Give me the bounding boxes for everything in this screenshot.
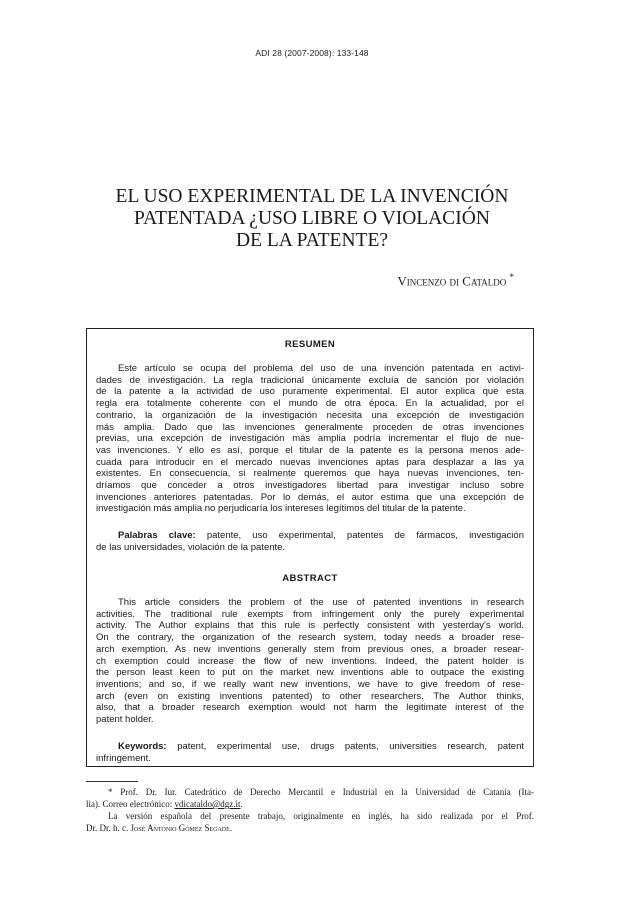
resumen-paragraph <box>96 363 524 515</box>
palabras-clave-label: Palabras clave: <box>118 530 196 541</box>
footnote-1-email-prefix: lia). Correo electrónico: <box>86 799 175 809</box>
abstract-line: inventions; and so, if we really want new inventions, we have to give freedom of rese- <box>96 678 524 690</box>
abstract-paragraph <box>96 597 524 726</box>
footnote-1-line-2 <box>86 798 534 810</box>
keywords-text: patent, experimental use, drugs patents, universities research, patent <box>166 741 524 752</box>
resumen-line: cuada para introducir en el mercado nuevas invenciones aptas para desplazar a las ya <box>96 456 524 468</box>
palabras-clave-text-2: de las universidades, violación de la patente. <box>96 541 286 553</box>
article-title <box>60 186 564 252</box>
footnote-divider <box>86 781 138 782</box>
footnote-2-line-1: La versión española del presente trabajo, originalmente en inglés, ha sido realizada por el Prof. <box>108 811 534 821</box>
footnote-1-line-1: * Prof. Dr. Iur. Catedrático de Derecho Mercantil e Industrial en la Universidad de Catania (Ita- <box>108 787 534 797</box>
title-line-3: DE LA PATENTE? <box>235 230 389 251</box>
palabras-clave-text: patente, uso experimental, patentes de fármacos, investigación <box>195 530 524 541</box>
abstract-line: This article considers the problem of the use of patented inventions in research <box>118 597 524 608</box>
resumen-line: dades de investigación. La regla tradicional únicamente excluía de sanción por violación <box>96 374 524 386</box>
resumen-line: de la patente a la actividad de uso puramente experimental. El autor explica que esta <box>96 386 524 398</box>
author-name: Vincenzo di Cataldo <box>397 273 507 289</box>
footnote-1-end: . <box>240 799 243 809</box>
resumen-line: contrario, la organización de la investigación necesita una excepción de investigación <box>96 409 524 421</box>
keywords-text-2: infringement. <box>96 752 151 764</box>
resumen-line: más amplia. Dado que las invenciones generalmente proceden de otras invenciones <box>96 421 524 433</box>
keywords-label: Keywords: <box>118 741 167 752</box>
resumen-keywords <box>96 530 524 553</box>
author-footnote-mark: * <box>509 272 514 282</box>
footnote-2-end: . <box>229 823 233 833</box>
abstract-line: ch exemption could increase the flow of new inventions. Indeed, the patent holder is <box>96 655 524 667</box>
abstract-line: activity. The Author explains that this rule is perfectly consistent with yesterday's world. <box>96 620 524 632</box>
abstract-keywords <box>96 741 524 764</box>
resumen-line: regla era totalmente coherente con el mundo de otra época. En la actualidad, por el <box>96 398 524 410</box>
author-byline <box>397 272 514 289</box>
resumen-line: invenciones anteriores patentadas. Por lo demás, el autor estima que una excepción de <box>96 491 524 503</box>
resumen-line: dríamos que conceder a otros investigadores libertad para investigar incluso sobre <box>96 480 524 492</box>
resumen-line: investigación más amplia no perjudicaría los intereses legítimos del titular de la patente. <box>96 503 466 515</box>
title-line-1: EL USO EXPERIMENTAL DE LA INVENCIÓN <box>115 186 509 207</box>
abstract-line: activities. The traditional rule exempts from infringement only the purely experimental <box>96 608 524 620</box>
abstract-heading: ABSTRACT <box>282 573 338 584</box>
abstract-line: the person least keen to put on the market new inventions able to outpace the existing <box>96 667 524 679</box>
running-head: ADI 28 (2007-2008): 133-148 <box>255 48 369 58</box>
resumen-line: existentes. En consecuencia, si realmente queremos que haya nuevas invenciones, ten- <box>96 468 524 480</box>
abstract-line: arch exemption. As new inventions generally stem from previous ones, a broader resear- <box>96 643 524 655</box>
abstract-line: arch (even on existing inventions patented) to other researchers. The Author thinks, <box>96 690 524 702</box>
translator-name: José Antonio Gómez Segade <box>130 823 230 833</box>
resumen-heading: RESUMEN <box>284 339 336 350</box>
footnote-2-prefix: Dr. Dr. h. c. <box>86 823 131 833</box>
resumen-line: vas invenciones. Y ello es así, porque el titular de la patente es la persona menos ade- <box>96 444 524 456</box>
footnote-2-line-2 <box>86 822 534 834</box>
author-email-link[interactable]: vdicataldo@dgz.it <box>174 799 241 809</box>
title-line-2: PATENTADA ¿USO LIBRE O VIOLACIÓN <box>134 208 490 229</box>
resumen-line: previas, una excepción de investigación más amplia podría incrementar el flujo de nue- <box>96 433 524 445</box>
abstract-box <box>86 328 534 767</box>
resumen-line: Este artículo se ocupa del problema del uso de una invención patentada en activi- <box>118 363 524 374</box>
abstract-line: also, that a broader research exemption would not harm the legitimate interest of the <box>96 702 524 714</box>
abstract-line: On the contrary, the organization of the research system, today needs a broader rese- <box>96 632 524 644</box>
abstract-line: patent holder. <box>96 714 154 726</box>
footnotes <box>86 786 534 834</box>
